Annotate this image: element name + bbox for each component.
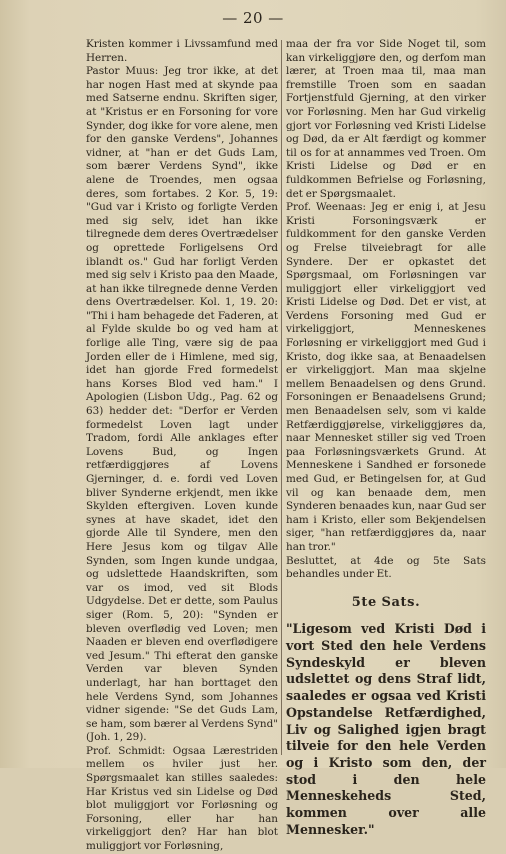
column-divider [281, 40, 282, 755]
section-heading: 5te Sats. [351, 594, 421, 610]
paragraph-pastor-muus: Pastor Muus: Jeg tror ikke, at det har nogen Hast med at skynde paa med Satserne endnu. Skriften siger, at "Kristus er en Forsoning for vore Synder, dog ikke for vore alene, men for den ganske Verdens", Johannes vidner, at "han er det Guds Lam, som bærer Verdens Synd", ikke alene de Troendes, men ogsaa deres, som fortabes. 2 Kor. 5, 19: "Gud var i Kristo og forligte Verden med sig selv, idet han ikke tilregnede dem deres Overtrædelser og oprettede Forligelsens Ord iblandt os." Gud har forligt Verden med sig selv i Kristo paa den Maade, at han ikke tilregnede denne Verden dens Overtrædelser. Kol. 1, 19. 20: "Thi i ham behagede det Faderen, at al Fylde skulde bo og ved ham at forlige alle Ting, være sig de paa Jorden eller de i Himlene, med sig, idet han gjorde Fred formedelst hans Korses Blod ved ham." I Apologien (Lisbon Udg., Pag. 62 og 63) hedder det: "Derfor er Verden formedelst Loven lagt under Tradom, fordi Alle anklages efter Lovens Bud, og Ingen retfærdiggjøres af Lovens Gjerninger, d. e. fordi ved Loven bliver Synderne erkjendt, men ikke Skylden eftergiven. Loven kunde synes at have skadet, idet den gjorde Alle til Syndere, men den Here Jesus kom og tilgav Alle Synden, som Ingen kunde undgaa, og udslettede Haandskriften, som var os imod, ved sit Blods Udgydelse. Det er dette, som Paulus siger (Rom. 5, 20): "Synden er bleven overflødig ved Loven; men Naaden er bleven end overflødigere ved Jesum." Thi efterat den ganske Verden var bleven Synden underlagt, har han borttaget den hele Verdens Synd, som Johannes vidner sigende: "Se det Guds Lam, se ham, som bærer al Verdens Synd" (Joh. 1, 29). [86, 65, 278, 744]
thesis-text: "Ligesom ved Kristi Død i vort Sted den hele Verdens Syndeskyld er bleven udslettet og dens Straf lidt, saaledes er ogsaa ved Kristi Opstandelse Retfærdighed, Liv og Salighed igjen bragt tilveie for den hele Verden og i Kristo som den, der stod i den hele Menneskeheds Sted, kommen over alle Mennesker." [286, 621, 486, 837]
right-column [286, 38, 486, 838]
page-number: — 20 — [222, 9, 284, 27]
paragraph-prof-weenaas: Prof. Weenaas: Jeg er enig i, at Jesu Kristi Forsoningsværk er fuldkomment for den ganske Verden og Frelse tilveiebragt for alle Syndere. Der er opkastet det Spørgsmaal, om Forløsningen var muliggjort eller virkeliggjort ved Kristi Lidelse og Død. Det er vist, at Verdens Forsoning med Gud er virkeliggjort, Menneskenes Forløsning er virkeliggjort med Gud i Kristo, dog ikke saa, at Benaadelsen er virkeliggjort. Man maa skjelne mellem Benaadelsen og dens Grund. Forsoningen er Benaadelsens Grund; men Benaadelsen selv, som vi kalde Retfærdiggjørelse, virkeliggjøres da, naar Mennesket stiller sig ved Troen paa Forløsningsværkets Grund. At Menneskene i Sandhed er forsonede med Gud, er Betingelsen for, at Gud vil og kan benaade dem, men Synderen benaades kun, naar Gud ser ham i Kristo, eller som Bekjendelsen siger, "han retfærdiggjøres da, naar han tror." [286, 201, 486, 553]
paragraph-prof-schmidt: Prof. Schmidt: Ogsaa Lærestriden mellem os hviler just her. Spørgsmaalet kan stilles saaledes: Har Kristus ved sin Lidelse og Død blot muliggjort vor Forløsning og Forsoning, eller har han virkeliggjort den? Har han blot muliggjort vor Forløsning, [86, 744, 278, 853]
paragraph-schmidt-continuation: maa der fra vor Side Noget til, som kan virkeliggjøre den, og derfom man lærer, at Troen maa til, maa man fremstille Troen som en saadan Fortjenstfuld Gjerning, at den virker vor Forløsning. Men har Gud virkelig gjort vor Forløsning ved Kristi Lidelse og Død, da er Alt færdigt og kommer til os for at annammes ved Troen. Om Kristi Lidelse og Død er en fuldkommen Befrielse og Forløsning, det er Spørgsmaalet. [286, 38, 486, 200]
paragraph-resolution: Besluttet, at 4de og 5te Sats behandles under Et. [286, 554, 486, 581]
paragraph-continuation: Kristen kommer i Livssamfund med Herren. [86, 38, 278, 64]
left-column [86, 38, 278, 854]
